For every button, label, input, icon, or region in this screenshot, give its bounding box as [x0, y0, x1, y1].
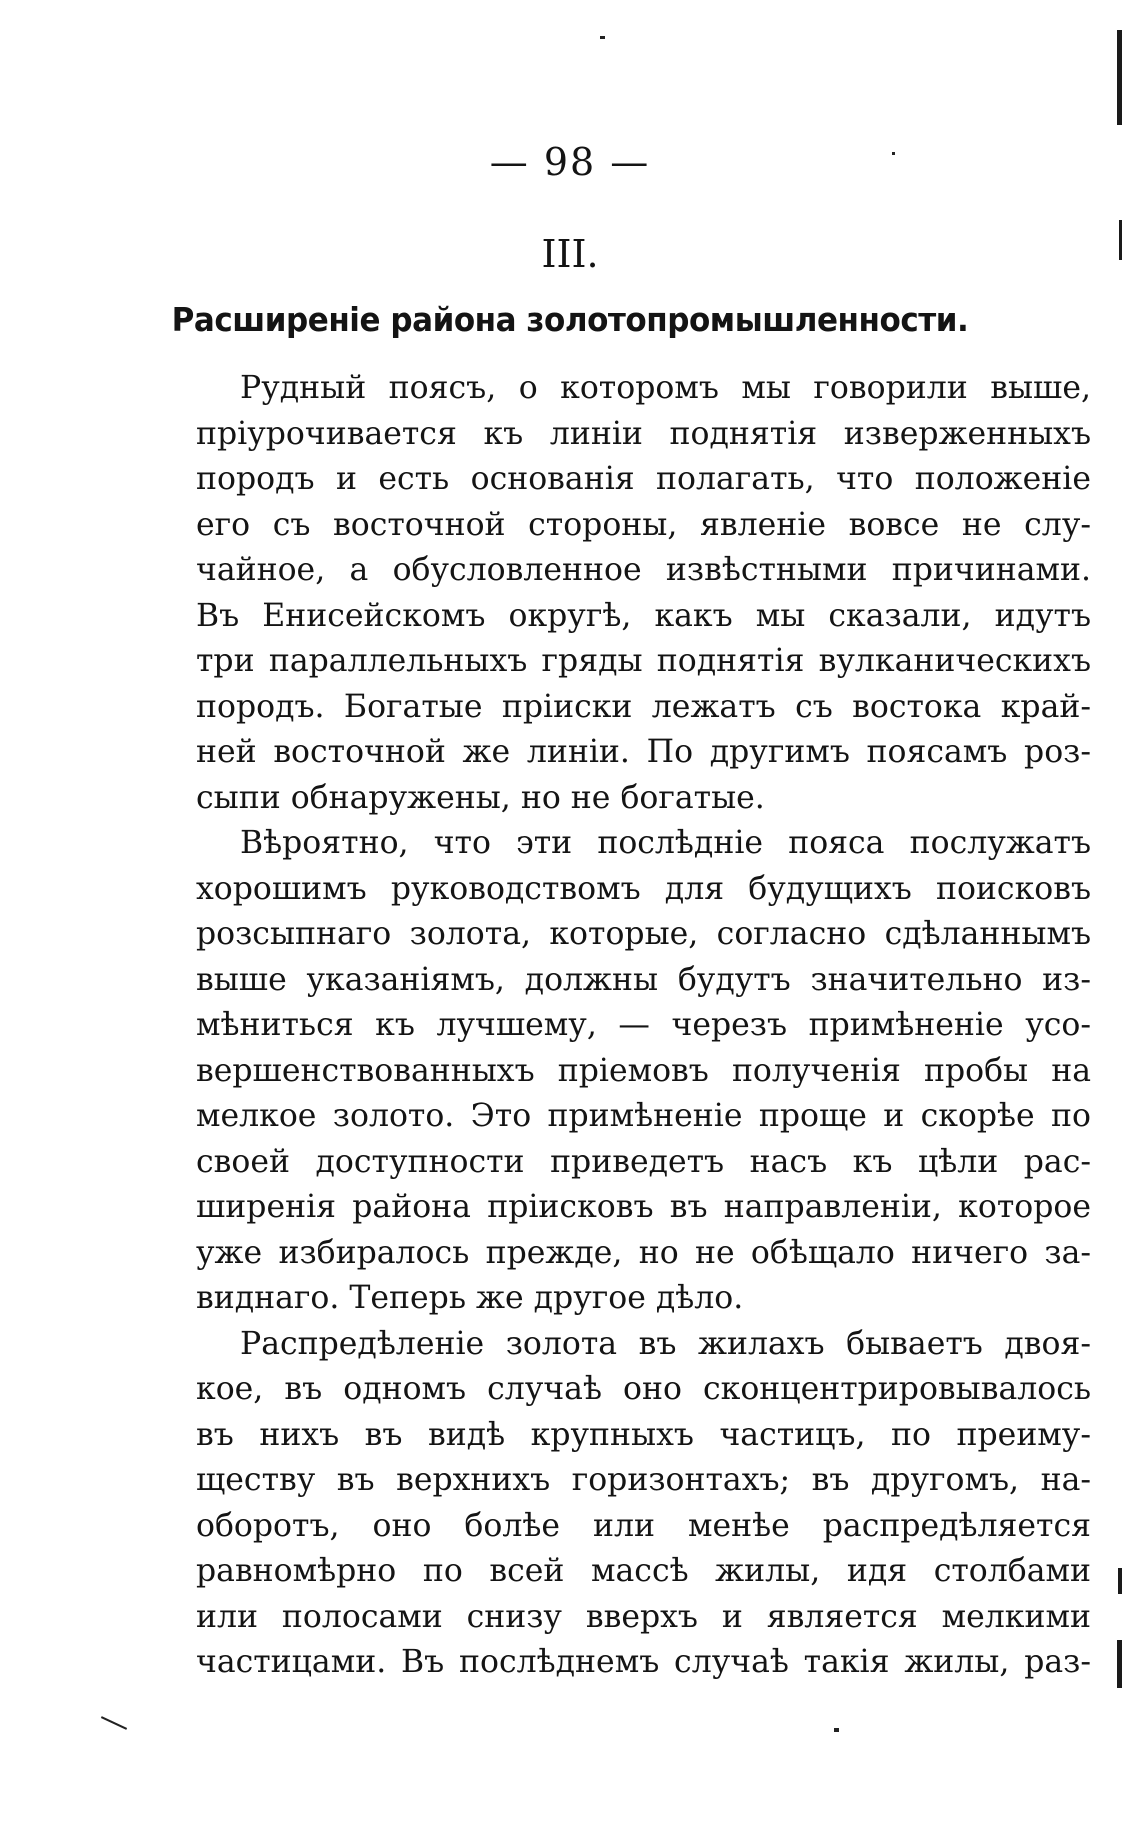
text-line: ществу въ верхнихъ горизонтахъ; въ другомъ, на- [196, 1462, 1091, 1498]
text-line: или полосами снизу вверхъ и является мелкими [196, 1598, 1091, 1635]
scan-speck [892, 152, 895, 155]
text-line: ширенія района пріисковъ въ направленіи, которое [196, 1189, 1091, 1225]
section-title: Расширеніе района золотопромышленности. [171, 300, 969, 339]
text-line: ней восточной же линіи. По другимъ поясамъ роз- [196, 734, 1091, 770]
text-line: три параллельныхъ гряды поднятія вулканическихъ [196, 643, 1091, 679]
text-line: вершенствованныхъ пріемовъ полученія пробы на [196, 1052, 1091, 1089]
text-line: виднаго. Теперь же другое дѣло. [196, 1280, 744, 1316]
text-line: мѣниться къ лучшему, — черезъ примѣненіе усо- [196, 1007, 1091, 1043]
scan-edge-mark [1117, 1640, 1122, 1688]
body-text [196, 366, 1091, 1686]
text-line: пріурочивается къ линіи поднятія изверженныхъ [196, 415, 1091, 452]
section-numeral: III. [541, 232, 599, 276]
scan-edge-mark [1117, 30, 1122, 125]
text-line: частицами. Въ послѣднемъ случаѣ такія жилы, раз- [196, 1644, 1091, 1680]
text-line: Распредѣленіе золота въ жилахъ бываетъ двоя- [240, 1325, 1091, 1362]
text-line: хорошимъ руководствомъ для будущихъ поисковъ [196, 870, 1091, 907]
scan-speck [834, 1728, 839, 1732]
text-line: уже избиралось прежде, но не обѣщало ничего за- [196, 1234, 1091, 1271]
text-line: породъ и есть основанія полагать, что положеніе [196, 461, 1091, 497]
text-line: выше указаніямъ, должны будутъ значительно из- [196, 961, 1091, 998]
text-line: оборотъ, оно болѣе или менѣе распредѣляется [196, 1507, 1091, 1544]
text-line: породъ. Богатые пріиски лежатъ съ востока край- [196, 688, 1091, 725]
text-line: равномѣрно по всей массѣ жилы, идя столбами [196, 1553, 1091, 1589]
paragraph-2 [196, 821, 1091, 1322]
text-line: Рудный поясъ, о которомъ мы говорили выше, [240, 370, 1091, 406]
paragraph-1 [196, 366, 1091, 821]
scan-edge-mark [1118, 1568, 1122, 1594]
text-line: розсыпнаго золота, которые, согласно сдѣланнымъ [196, 916, 1091, 952]
text-line: чайное, а обусловленное извѣстными причинами. [196, 552, 1091, 588]
text-line: сыпи обнаружены, но не богатые. [196, 779, 765, 816]
scan-speck [600, 36, 605, 39]
text-line: въ нихъ въ видѣ крупныхъ частицъ, по преиму- [196, 1416, 1091, 1453]
paragraph-3 [196, 1322, 1091, 1686]
text-line: его съ восточной стороны, явленіе вовсе не слу- [196, 506, 1091, 543]
text-line: кое, въ одномъ случаѣ оно сконцентрировывалось [196, 1371, 1091, 1407]
scan-edge-mark [1119, 220, 1122, 260]
text-line: своей доступности приведетъ насъ къ цѣли рас- [196, 1143, 1091, 1180]
text-line: Вѣроятно, что эти послѣдніе пояса послужатъ [240, 825, 1091, 861]
text-line: Въ Енисейскомъ округѣ, какъ мы сказали, идутъ [196, 597, 1091, 634]
scan-speck [101, 1716, 127, 1730]
page-number: — 98 — [489, 140, 651, 184]
text-line: мелкое золото. Это примѣненіе проще и скорѣе по [196, 1098, 1091, 1134]
